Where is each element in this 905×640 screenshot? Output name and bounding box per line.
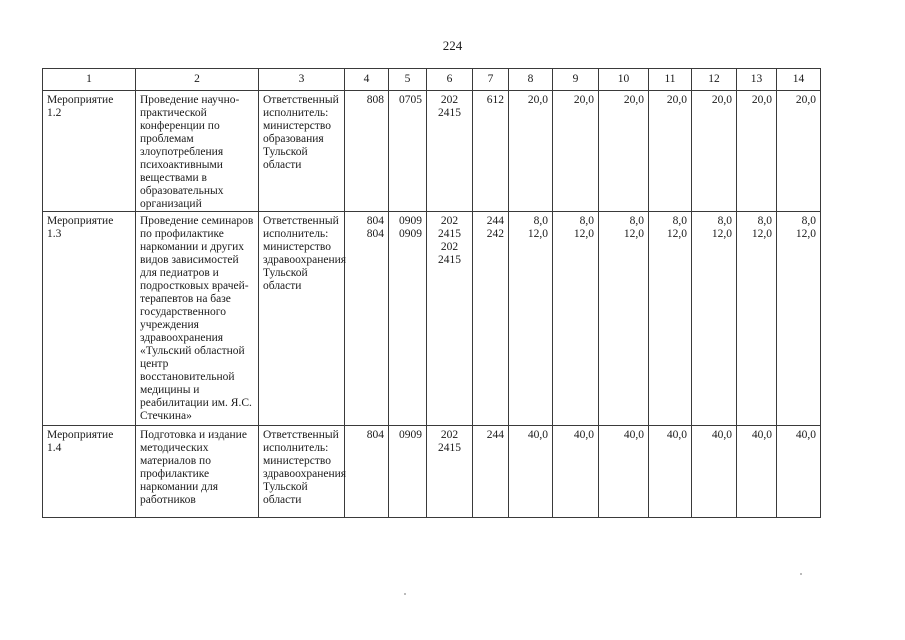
header-cell: 7: [473, 69, 509, 91]
cell-col12: 20,0: [692, 91, 737, 212]
activity-description: Подготовка и издание методических материалов по профилактике наркомании для работников: [136, 426, 259, 518]
cell-col7: 244: [473, 426, 509, 518]
activity-description: Проведение научно- практической конференции по проблемам злоупотребления психоактивными веществами в образовательных организаций: [136, 91, 259, 212]
cell-col12: 40,0: [692, 426, 737, 518]
cell-col13: 8,0 12,0: [737, 212, 777, 426]
cell-col13: 20,0: [737, 91, 777, 212]
cell-col5: 0909: [389, 426, 427, 518]
scan-speck: [800, 573, 802, 575]
cell-col11: 20,0: [649, 91, 692, 212]
activity-description: Проведение семинаров по профилактике наркомании и других видов зависимостей для педиатров и подростковых врачей- терапевтов на базе государственного учреждения здравоохранения «Тульский областной центр восстановительной медицины и реабилитации им. Я.С. Стечкина»: [136, 212, 259, 426]
cell-col14: 20,0: [777, 91, 821, 212]
activity-code: Мероприятие 1.2: [43, 91, 136, 212]
cell-col14: 40,0: [777, 426, 821, 518]
cell-col4: 808: [345, 91, 389, 212]
activity-code: Мероприятие 1.4: [43, 426, 136, 518]
scan-speck: [404, 593, 406, 595]
header-cell: 5: [389, 69, 427, 91]
table-row: [43, 91, 821, 212]
cell-col10: 40,0: [599, 426, 649, 518]
budget-table: [42, 68, 821, 518]
responsible-executor: Ответственный исполнитель: министерство здравоохранения Тульской области: [259, 426, 345, 518]
header-cell: 2: [136, 69, 259, 91]
cell-col6: 202 2415 202 2415: [427, 212, 473, 426]
cell-col4: 804: [345, 426, 389, 518]
cell-col9: 8,0 12,0: [553, 212, 599, 426]
cell-col7: 244 242: [473, 212, 509, 426]
cell-col8: 40,0: [509, 426, 553, 518]
cell-col8: 8,0 12,0: [509, 212, 553, 426]
header-cell: 6: [427, 69, 473, 91]
activity-code: Мероприятие 1.3: [43, 212, 136, 426]
cell-col8: 20,0: [509, 91, 553, 212]
responsible-executor: Ответственный исполнитель: министерство здравоохранения Тульской области: [259, 212, 345, 426]
cell-col9: 20,0: [553, 91, 599, 212]
cell-col5: 0705: [389, 91, 427, 212]
header-cell: 3: [259, 69, 345, 91]
cell-col7: 612: [473, 91, 509, 212]
header-cell: 13: [737, 69, 777, 91]
cell-col9: 40,0: [553, 426, 599, 518]
cell-col12: 8,0 12,0: [692, 212, 737, 426]
page-number: 224: [442, 38, 463, 53]
header-cell: 4: [345, 69, 389, 91]
header-cell: 9: [553, 69, 599, 91]
header-cell: 10: [599, 69, 649, 91]
cell-col10: 20,0: [599, 91, 649, 212]
cell-col14: 8,0 12,0: [777, 212, 821, 426]
cell-col11: 40,0: [649, 426, 692, 518]
header-cell: 12: [692, 69, 737, 91]
header-cell: 11: [649, 69, 692, 91]
header-row: [43, 69, 821, 91]
cell-col6: 202 2415: [427, 426, 473, 518]
cell-col11: 8,0 12,0: [649, 212, 692, 426]
table-row: [43, 426, 821, 518]
header-cell: 1: [43, 69, 136, 91]
header-cell: 14: [777, 69, 821, 91]
responsible-executor: Ответственный исполнитель: министерство образования Тульской области: [259, 91, 345, 212]
table-row: [43, 212, 821, 426]
cell-col5: 0909 0909: [389, 212, 427, 426]
cell-col13: 40,0: [737, 426, 777, 518]
cell-col6: 202 2415: [427, 91, 473, 212]
cell-col4: 804 804: [345, 212, 389, 426]
cell-col10: 8,0 12,0: [599, 212, 649, 426]
header-cell: 8: [509, 69, 553, 91]
